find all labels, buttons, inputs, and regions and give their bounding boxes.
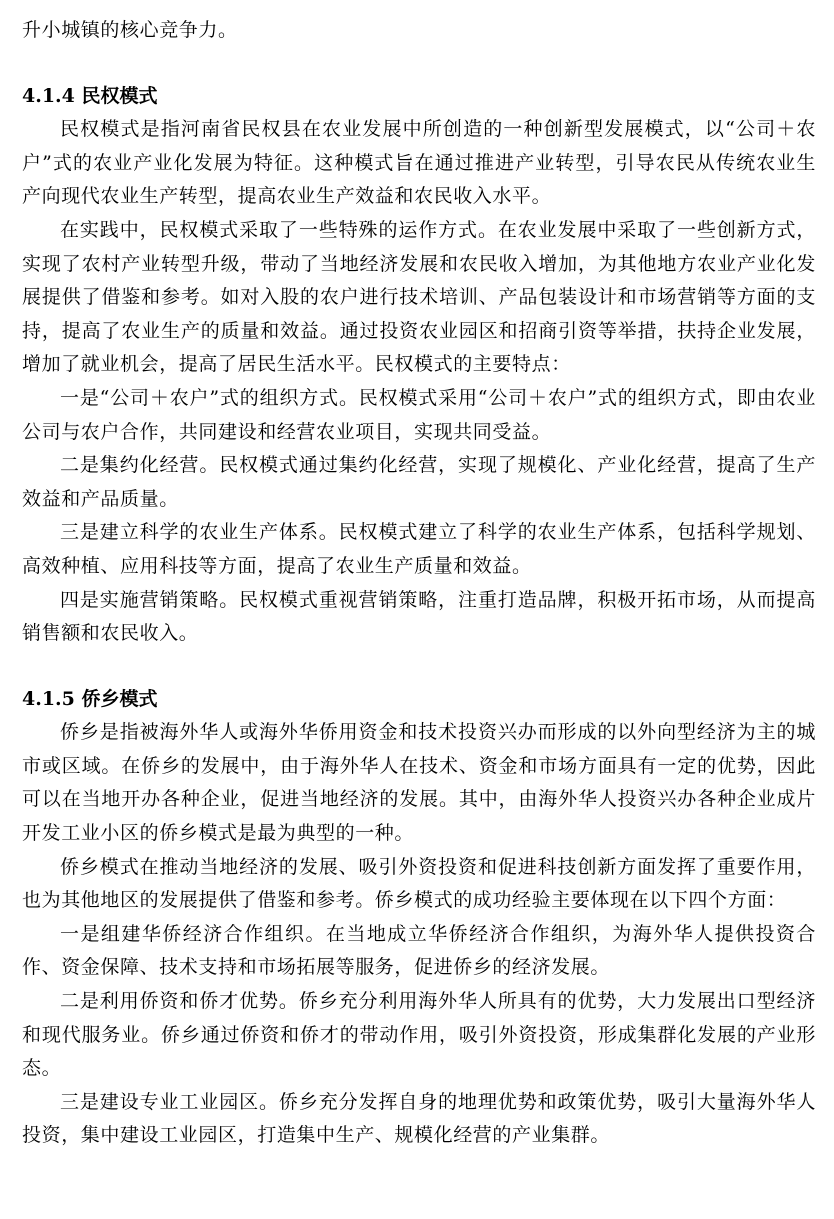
paragraph: 二是集约化经营。民权模式通过集约化经营，实现了规模化、产业化经营，提高了生产效益和产品质量。 bbox=[22, 454, 816, 510]
paragraph: 三是建设专业工业园区。侨乡充分发挥自身的地理优势和政策优势，吸引大量海外华人投资，集中建设工业园区，打造集中生产、规模化经营的产业集群。 bbox=[22, 1090, 816, 1147]
paragraph: 侨乡模式在推动当地经济的发展、吸引外资投资和促进科技创新方面发挥了重要作用，也为其他地区的发展提供了借鉴和参考。侨乡模式的成功经验主要体现在以下四个方面： bbox=[22, 855, 816, 912]
paragraph: 在实践中，民权模式采取了一些特殊的运作方式。在农业发展中采取了一些创新方式，实现了农村产业转型升级，带动了当地经济发展和农民收入增加，为其他地方农业产业化发展提供了借鉴和参考。如对入股的农户进行技术培训、产品包装设计和市场营销等方面的支持，提高了农业生产的质量和效益。通过投资农业园区和招商引资等举措，扶持企业发展，增加了就业机会，提高了居民生活水平。民权模式的主要特点： bbox=[22, 218, 816, 376]
paragraph: 四是实施营销策略。民权模式重视营销策略，注重打造品牌，积极开拓市场，从而提高销售额和农民收入。 bbox=[22, 588, 816, 645]
paragraph: 侨乡是指被海外华人或海外华侨用资金和技术投资兴办而形成的以外向型经济为主的城市或区域。在侨乡的发展中，由于海外华人在技术、资金和市场方面具有一定的优势，因此可以在当地开办各种企业，促进当地经济的发展。其中，由海外华人投资兴办各种企业成片开发工业小区的侨乡模式是最为典型的一种。 bbox=[22, 721, 816, 845]
section-heading-4-1-5: 4.1.5 侨乡模式 bbox=[22, 687, 158, 710]
paragraph: 一是“公司＋农户”式的组织方式。民权模式采用“公司＋农户”式的组织方式，即由农业公司与农户合作，共同建设和经营农业项目，实现共同受益。 bbox=[22, 386, 816, 443]
paragraph: 二是利用侨资和侨才优势。侨乡充分利用海外华人所具有的优势，大力发展出口型经济和现代服务业。侨乡通过侨资和侨才的带动作用，吸引外资投资，形成集群化发展的产业形态。 bbox=[22, 990, 816, 1080]
intro-tail-paragraph: 升小城镇的核心竞争力。 bbox=[22, 19, 238, 41]
paragraph: 民权模式是指河南省民权县在农业发展中所创造的一种创新型发展模式，以“公司＋农户”式的农业产业化发展为特征。这种模式旨在通过推进产业转型，引导农民从传统农业生产向现代农业生产转型，提高农业生产效益和农民收入水平。 bbox=[22, 118, 816, 208]
paragraph: 一是组建华侨经济合作组织。在当地成立华侨经济合作组织，为海外华人提供投资合作、资金保障、技术支持和市场拓展等服务，促进侨乡的经济发展。 bbox=[22, 922, 816, 979]
section-heading-4-1-4: 4.1.4 民权模式 bbox=[22, 84, 158, 107]
paragraph: 三是建立科学的农业生产体系。民权模式建立了科学的农业生产体系，包括科学规划、高效种植、应用科技等方面，提高了农业生产质量和效益。 bbox=[22, 521, 816, 577]
